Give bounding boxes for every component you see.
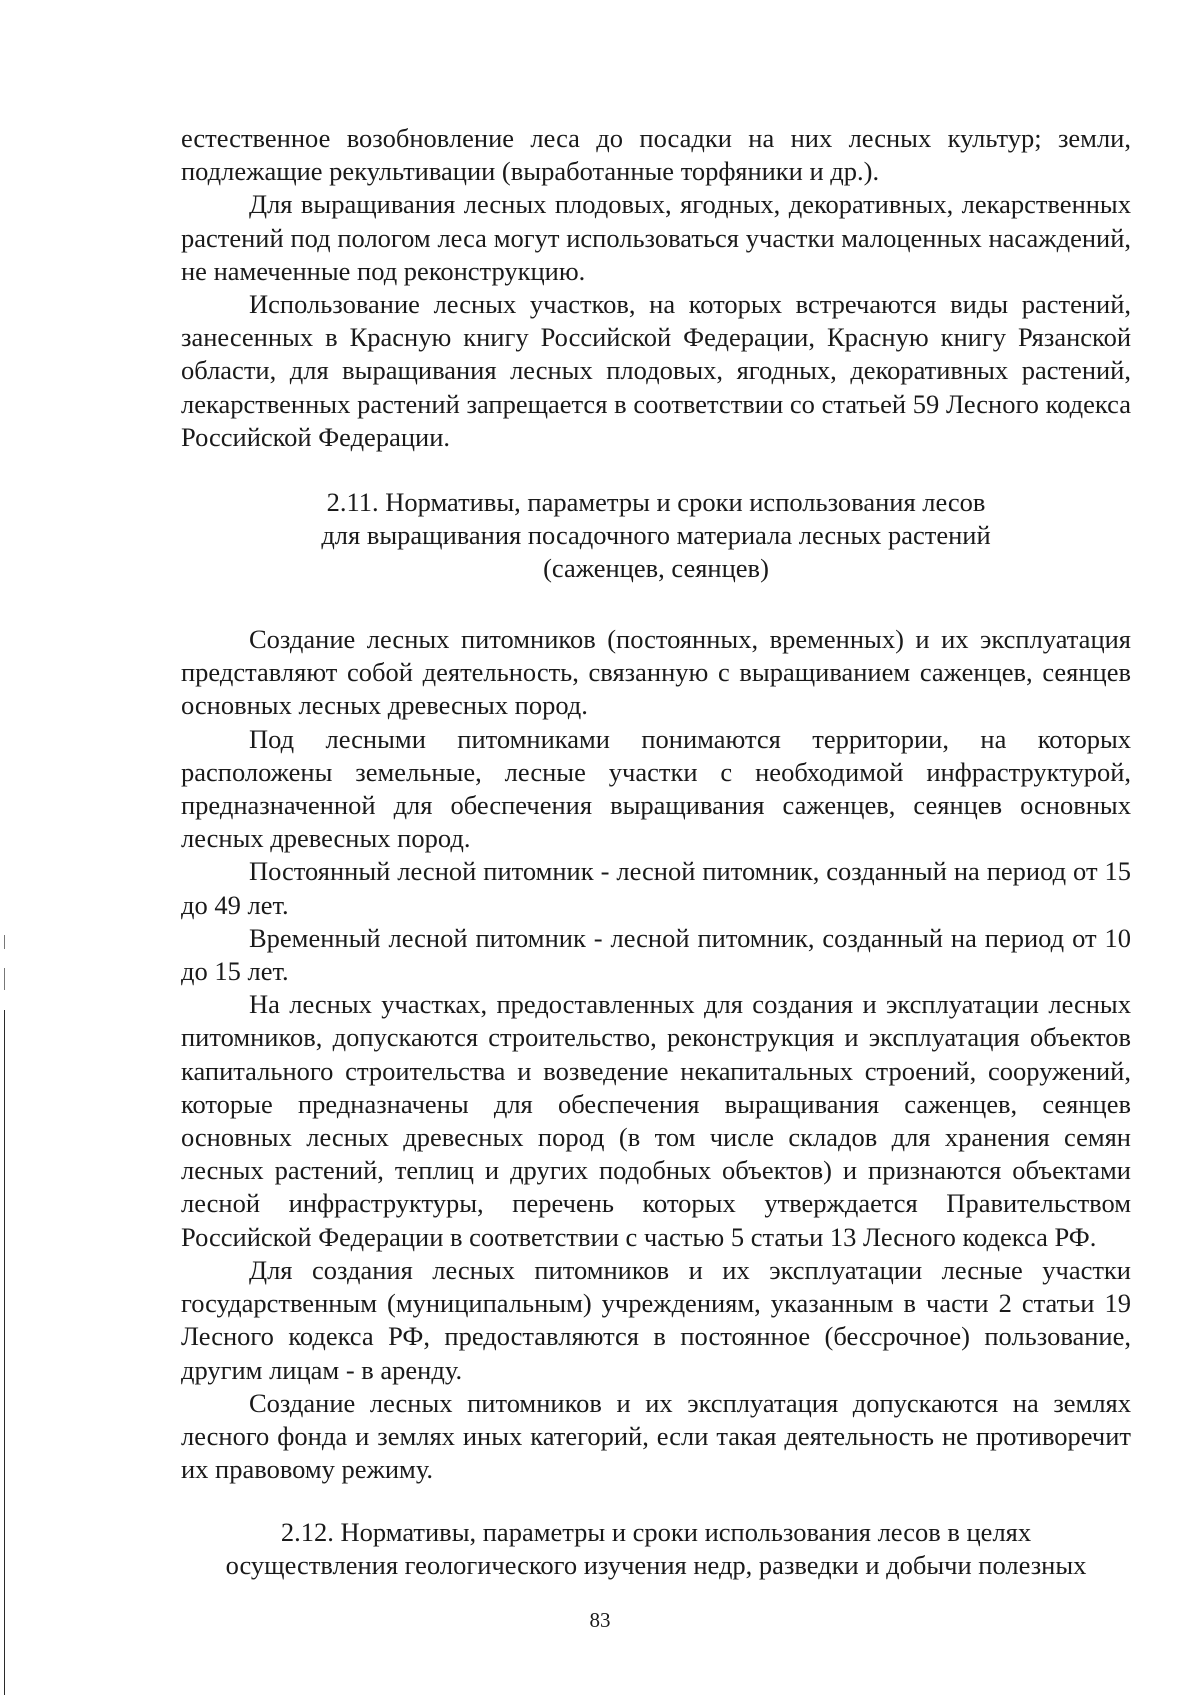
section-title-line: для выращивания посадочного материала лесных растений bbox=[321, 520, 991, 551]
paragraph-nursery-tenure: Для создания лесных питомников и их эксплуатации лесные участки государственным (муниципальным) учреждениям, указанным в части 2 статьи 19 Лесного кодекса РФ, предоставляются в постоянное (бессрочное) пользование, другим лицам - в аренду. bbox=[181, 1254, 1131, 1385]
section-2-11-heading bbox=[181, 486, 1131, 585]
paragraph-permanent-nursery: Постоянный лесной питомник - лесной питомник, созданный на период от 15 до 49 лет. bbox=[181, 856, 1131, 920]
spacer bbox=[181, 585, 1131, 623]
page-number: 83 bbox=[589, 1608, 611, 1632]
paragraph-continuation: естественное возобновление леса до посадки на них лесных культур; земли, подлежащие рекультивации (выработанные торфяники и др.). bbox=[181, 123, 1131, 187]
section-title-line: осуществления геологического изучения недр, разведки и добычи полезных bbox=[225, 1550, 1087, 1581]
paragraph-nursery-creation: Создание лесных питомников (постоянных, временных) и их эксплуатация представляют собой деятельность, связанную с выращиванием саженцев, сеянцев основных лесных древесных пород. bbox=[181, 624, 1131, 721]
page-content bbox=[181, 122, 1131, 1582]
paragraph-red-book: Использование лесных участков, на которых встречаются виды растений, занесенных в Красную книгу Российской Федерации, Красную книгу Рязанской области, для выращивания лесных плодовых, ягодных, декоративных растений, лекарственных растений запрещается в соответствии со статьей 59 Лесного кодекса Российской Федерации. bbox=[181, 289, 1131, 452]
section-2-12-heading bbox=[181, 1516, 1131, 1582]
paragraph-nursery-lands: Создание лесных питомников и их эксплуатация допускаются на землях лесного фонда и землях иных категорий, если такая деятельность не противоречит их правовому режиму. bbox=[181, 1387, 1131, 1485]
spacer bbox=[181, 454, 1131, 486]
paragraph-nursery-infrastructure: На лесных участках, предоставленных для создания и эксплуатации лесных питомников, допускаются строительство, реконструкция и эксплуатация объектов капитального строительства и возведение некапитальных строений, сооружений, которые предназначены для обеспечения выращивания саженцев, сеянцев основных лесных древесных пород (в том числе складов для хранения семян лесных растений, теплиц и других подобных объектов) и признаются объектами лесной инфраструктуры, перечень которых утверждается Правительством Российской Федерации в соответствии с частью 5 статьи 13 Лесного кодекса РФ. bbox=[181, 989, 1131, 1252]
paragraph-nursery-definition: Под лесными питомниками понимаются территории, на которых расположены земельные, лесные участки с необходимой инфраструктурой, предназначенной для обеспечения выращивания саженцев, сеянцев основных лесных древесных пород. bbox=[181, 723, 1131, 854]
paragraph-temporary-nursery: Временный лесной питомник - лесной питомник, созданный на период от 10 до 15 лет. bbox=[181, 922, 1131, 987]
scan-edge-mark bbox=[4, 968, 5, 990]
section-title-line: 2.11. Нормативы, параметры и сроки использования лесов bbox=[326, 487, 986, 518]
section-title-line: 2.12. Нормативы, параметры и сроки использования лесов в целях bbox=[280, 1517, 1032, 1548]
section-title-line: (саженцев, сеянцев) bbox=[543, 553, 769, 584]
spacer bbox=[181, 1486, 1131, 1516]
scan-edge-mark bbox=[4, 935, 5, 949]
scan-edge-line bbox=[4, 1010, 5, 1695]
paragraph-plant-cultivation: Для выращивания лесных плодовых, ягодных, декоративных, лекарственных растений под пологом леса могут использоваться участки малоценных насаждений, не намеченные под реконструкцию. bbox=[181, 189, 1131, 286]
